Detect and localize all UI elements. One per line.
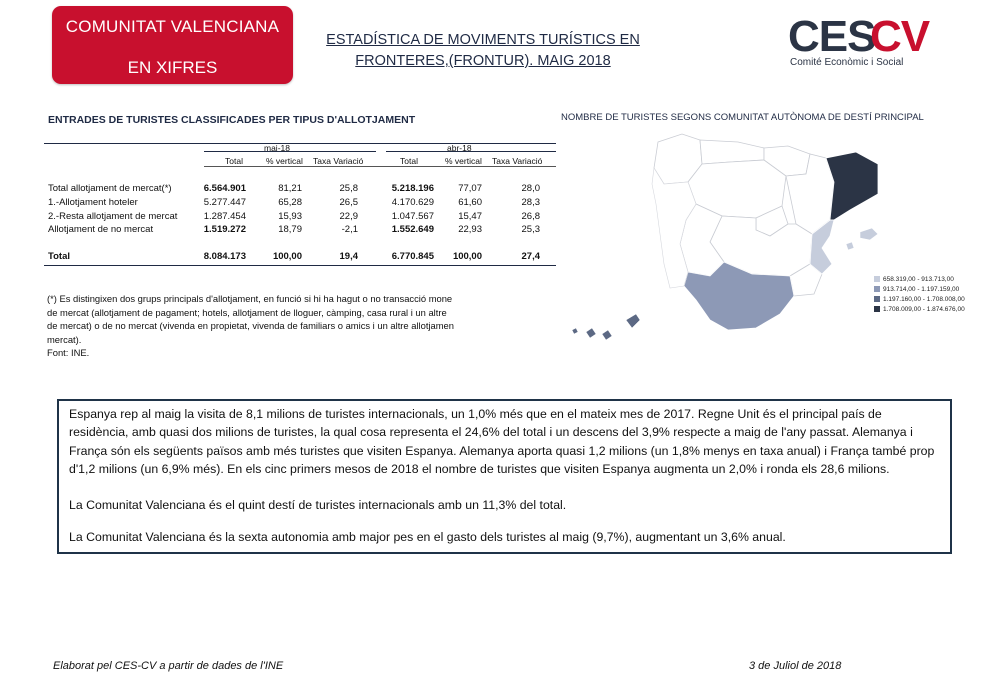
logo-cv-text: CV [870, 12, 930, 61]
col-header: % vertical [266, 156, 303, 166]
col-header: Taxa Variació [313, 156, 364, 166]
total-row-label: Total [48, 251, 70, 262]
note-line: de mercat) o de no mercat (vivenda en propietat, vivenda de familiars o amics i un altre allotjamen [47, 320, 454, 331]
col-header: Total [400, 156, 418, 166]
header-bottom-rule [204, 166, 556, 167]
island-fuerteventura [626, 314, 640, 328]
legend-item [874, 274, 965, 284]
total-cell: 6.770.845 [391, 251, 434, 262]
cell: 25,3 [521, 224, 540, 235]
footer-credit: Elaborat pel CES-CV a partir de dades de l'INE [53, 660, 284, 672]
row-label: Allotjament de no mercat [48, 224, 154, 235]
legend-label: 1.708.009,00 - 1.874.676,00 [883, 305, 965, 313]
cell: 4.170.629 [391, 197, 434, 208]
cell: 26,5 [339, 197, 358, 208]
footer-date: 3 de Juliol de 2018 [749, 660, 842, 672]
title-line-2: FRONTERES,(FRONTUR). MAIG 2018 [355, 53, 611, 69]
cescv-logo [788, 14, 928, 72]
logo-subtitle: Comité Econòmic i Social [790, 57, 904, 68]
cell: 65,28 [278, 197, 302, 208]
region-balears-mallorca [860, 228, 878, 240]
cell: 1.519.272 [203, 224, 246, 235]
region-canarias [572, 314, 640, 340]
cell: 1.047.567 [391, 211, 434, 222]
region-catalunya [826, 152, 878, 220]
region-balears-eivissa [846, 242, 854, 250]
cell: 1.287.454 [203, 211, 246, 222]
cell: 81,21 [278, 183, 302, 194]
cell: 18,79 [278, 224, 302, 235]
legend-label: 913.714,00 - 1.197.159,00 [883, 285, 960, 293]
legend-swatch [874, 276, 880, 282]
cell: 5.277.447 [203, 197, 246, 208]
table-top-rule [44, 143, 556, 144]
note-line: mercat). [47, 333, 82, 345]
legend-swatch [874, 306, 880, 312]
total-cell: 100,00 [452, 251, 482, 262]
total-cell: 100,00 [272, 251, 302, 262]
legend-item [874, 304, 965, 314]
cell: 26,8 [521, 211, 540, 222]
note-line: (*) Es distingixen dos grups principals d'allotjament, en funció si hi ha hagut o no transacció mone [47, 293, 453, 304]
table-title: ENTRADES DE TURISTES CLASSIFICADES PER TIPUS D'ALLOTJAMENT [48, 114, 416, 126]
cell: 6.564.901 [203, 183, 246, 194]
total-cell: 27,4 [521, 251, 540, 262]
island-tenerife [586, 328, 596, 338]
legend-swatch [874, 296, 880, 302]
table-bottom-rule [44, 265, 556, 266]
title-line-1: ESTADÍSTICA DE MOVIMENTS TURÍSTICS EN [326, 32, 640, 48]
map-title: NOMBRE DE TURISTES SEGONS COMUNITAT AUTÒNOMA DE DESTÍ PRINCIPAL [561, 112, 924, 123]
note-line: de mercat (allotjament de pagament; hotels, allotjament de lloguer, càmping, casa rural i un altre [47, 306, 447, 318]
page-title [318, 30, 648, 72]
col-header: Total [225, 156, 243, 166]
legend-swatch [874, 286, 880, 292]
cell: 22,9 [339, 211, 358, 222]
legend-item [874, 284, 965, 294]
summary-paragraph-1: Espanya rep al maig la visita de 8,1 milions de turistes internacionals, un 1,0% més que en el mateix mes de 2017. Regne Unit és el principal país de residència, amb quasi dos milions de turistes, la qual cosa representa el 24,6% del total i un descens del 3,9% respecte a maig de l'any passat. Alemanya i França són els següents països amb més turistes que visiten Espanya. Alemanya aporta quasi 1,2 milions (un 1,8% menys en taxa anual) i França també prop d'1,2 milions (un 6,9% més). En els cinc primers mesos de 2018 el nombre de turistes que visiten Espanya augmenta un 2,0% i ronda els 28,6 milions. [69, 407, 935, 477]
cell: 28,0 [521, 183, 540, 194]
legend-label: 1.197.160,00 - 1.708.008,00 [883, 295, 965, 303]
region-badge [52, 6, 293, 84]
total-cell: 19,4 [339, 251, 358, 262]
col-header: Taxa Variació [492, 156, 543, 166]
legend-item [874, 294, 965, 304]
row-label: 2.-Resta allotjament de mercat [48, 211, 178, 222]
cell: 28,3 [521, 197, 540, 208]
logo-ces-text: CES [788, 12, 876, 61]
summary-paragraph-2: La Comunitat Valenciana és el quint destí de turistes internacionals amb un 11,3% del total. [69, 498, 567, 512]
summary-box [57, 399, 952, 554]
cell: 22,93 [458, 224, 482, 235]
cell: 77,07 [458, 183, 482, 194]
cell: 15,93 [278, 211, 302, 222]
row-label: Total allotjament de mercat(*) [48, 183, 172, 194]
cell: 25,8 [339, 183, 358, 194]
cell: 5.218.196 [391, 183, 434, 194]
period-2-header: abr-18 [447, 143, 472, 153]
summary-paragraph-3: La Comunitat Valenciana és la sexta autonomia amb major pes en el gasto dels turistes al maig (9,7%), augmentant un 3,6% anual. [69, 530, 786, 544]
total-cell: 8.084.173 [203, 251, 246, 262]
row-label: 1.-Allotjament hoteler [48, 197, 138, 208]
badge-line-2: EN XIFRES [127, 58, 218, 77]
cell: 15,47 [458, 211, 482, 222]
period-1-header: mai-18 [264, 143, 290, 153]
map-legend [874, 274, 965, 314]
legend-label: 658.319,00 - 913.713,00 [883, 275, 954, 283]
table-footnote [47, 292, 557, 360]
col-header: % vertical [445, 156, 482, 166]
spain-choropleth-map [560, 124, 880, 356]
cell: 61,60 [458, 197, 482, 208]
island-gran-canaria [602, 330, 612, 340]
cell: -2,1 [341, 224, 358, 235]
source-note: Font: INE. [47, 347, 90, 358]
period1-rule [204, 151, 376, 152]
island-la-gomera [572, 328, 578, 334]
badge-line-1: COMUNITAT VALENCIANA [65, 17, 280, 36]
cell: 1.552.649 [391, 224, 434, 235]
